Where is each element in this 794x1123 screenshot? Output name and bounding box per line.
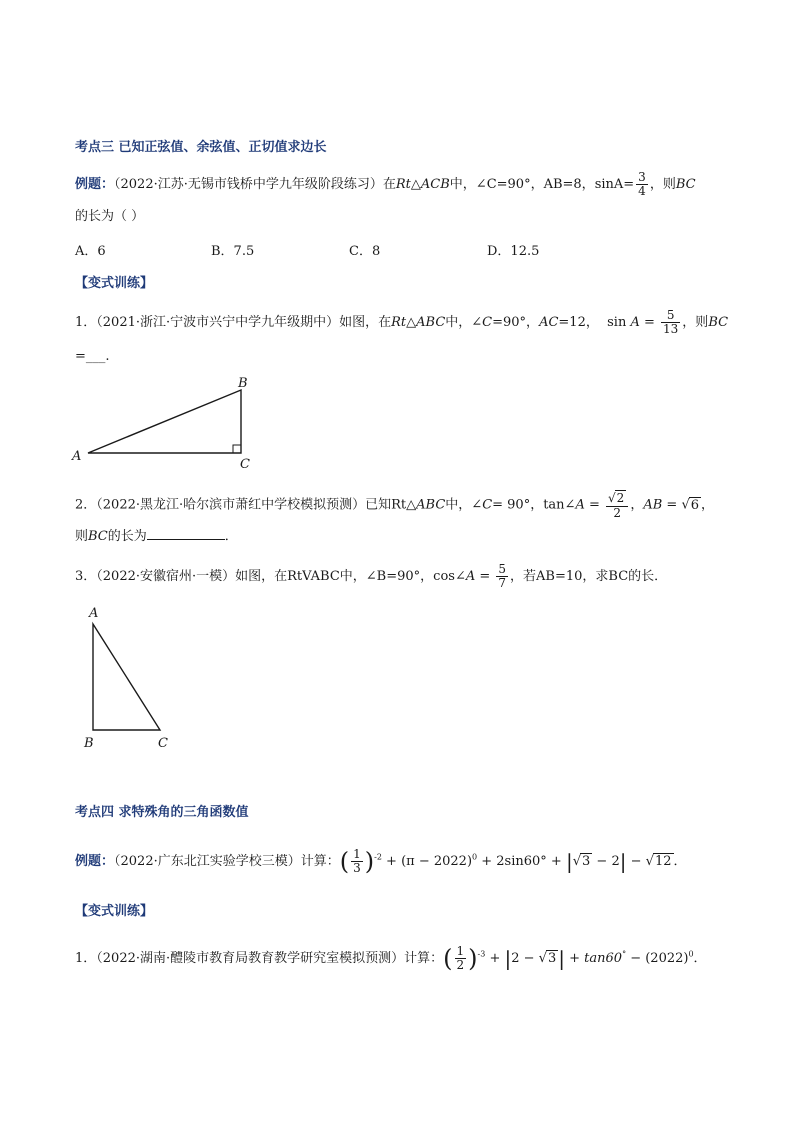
fraction: $\frac{3}{4}$ <box>638 170 646 198</box>
example-3-line2: 的长为（ ） <box>75 209 145 224</box>
label-b: B <box>84 736 94 751</box>
option-a: A．6 <box>75 244 106 259</box>
triangle-abc <box>88 390 241 453</box>
option-d: D．12.5 <box>487 244 540 259</box>
label-b: B <box>238 376 248 391</box>
example-label: 例题： <box>75 177 115 192</box>
question-2: 2．（2022·黑龙江·哈尔滨市萧红中学校模拟预测）已知Rt△ABC中，∠C= 90°，tan∠A = $\frac{√2}{2}$ ，AB = √6 ， <box>75 491 715 520</box>
question-1: 1．（2021·浙江·宁波市兴宁中学九年级期中）如图，在Rt△ABC中，∠C=90°，AC=12， sin A = $\frac{5}{13}$ ，则BC <box>75 308 729 336</box>
question-3: 3．（2022·安徽宿州·一模）如图，在RtVABC中，∠B=90°，cos∠A = $\frac{5}{7}$ ，若AB=10，求BC的长． <box>75 562 668 590</box>
right-angle-mark <box>233 445 241 453</box>
answer-blank[interactable] <box>147 539 225 540</box>
triangle-abc <box>93 624 160 730</box>
example-4: 例题：（2022·广东北江实验学校三模）计算：( $\frac{1}{3}$ )$^{-2} + (\pi - 2022)^0 + 2\sin 60^\circ + |√3 - 2| - √12$ ． <box>75 847 687 876</box>
question-2-line2: 则BC的长为 ． <box>75 529 238 544</box>
example-3-line1: 例题：（2022·江苏·无锡市钱桥中学九年级阶段练习）在Rt△ACB中，∠C=90°，AB=8，sinA= $\frac{3}{4}$ ，则BC <box>75 170 696 198</box>
option-c: C．8 <box>349 244 381 259</box>
fraction: $\frac{√2}{2}$ <box>606 490 628 520</box>
label-a: A <box>89 606 99 621</box>
question-4-1: 1．（2022·湖南·醴陵市教育局教育教学研究室模拟预测）计算：( $\frac{1}{2}$ )$^{-3}$ + |2 − √3 | + $\tan 60^\circ - (2022)^0$． <box>75 944 707 973</box>
practice-label-3: 【变式训练】 <box>75 276 154 291</box>
label-c: C <box>158 736 168 751</box>
section-title-4: 考点四 求特殊角的三角函数值 <box>75 805 249 820</box>
section-title-3: 考点三 已知正弦值、余弦值、正切值求边长 <box>75 140 327 155</box>
triangle-figure-2 <box>80 600 190 755</box>
label-a: A <box>72 449 82 464</box>
option-b: B．7.5 <box>211 244 255 259</box>
fraction: $\frac{5}{13}$ <box>663 308 679 336</box>
label-c: C <box>240 457 250 472</box>
practice-label-4: 【变式训练】 <box>75 904 154 919</box>
question-1-line2: =___. <box>75 349 110 364</box>
fraction: $\frac{5}{7}$ <box>498 562 507 590</box>
triangle-figure-1 <box>68 372 268 472</box>
